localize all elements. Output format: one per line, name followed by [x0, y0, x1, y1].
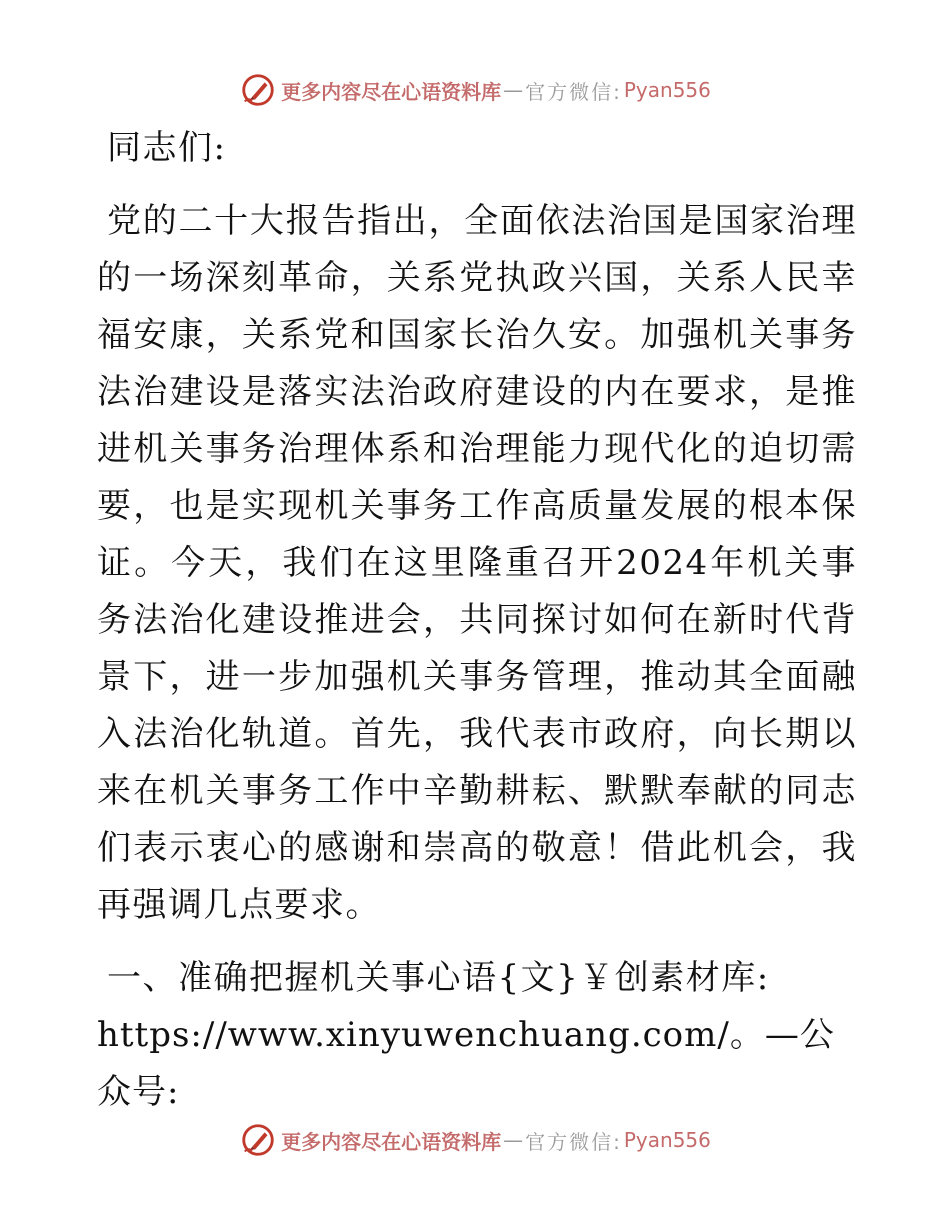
section-heading-1: 一、准确把握机关事心语{文}￥创素材库:	[107, 958, 770, 998]
watermark-official-label: 官方微信:	[525, 79, 622, 104]
watermark-header	[0, 70, 950, 110]
pen-seal-icon	[239, 1121, 277, 1159]
watermark-wechat-id: Pyan556	[623, 78, 711, 102]
watermark-official-label: 官方微信:	[525, 1129, 622, 1154]
watermark-brand-text: 更多内容尽在心语资料库	[281, 79, 502, 104]
watermark-brand-text: 更多内容尽在心语资料库	[281, 1129, 502, 1154]
document-body	[97, 120, 857, 1121]
salutation: 同志们:	[107, 128, 227, 168]
url-line: https://www.xinyuwenchuang.com/。—公众号:	[97, 1015, 835, 1112]
watermark-separator: —	[503, 1128, 524, 1152]
pen-seal-icon	[239, 71, 277, 109]
paragraph-intro: 党的二十大报告指出，全面依法治国是国家治理的一场深刻革命，关系党执政兴国，关系人民幸福安康，关系党和国家长治久安。加强机关事务法治建设是落实法治政府建设的内在要求，是推进机关事务治理体系和治理能力现代化的迫切需要，也是实现机关事务工作高质量发展的根本保证。今天，我们在这里隆重召开2024年机关事务法治化建设推进会，共同探讨如何在新时代背景下，进一步加强机关事务管理，推动其全面融入法治化轨道。首先，我代表市政府，向长期以来在机关事务工作中辛勤耕耘、默默奉献的同志们表示衷心的感谢和崇高的敬意！借此机会，我再强调几点要求。	[97, 201, 857, 925]
watermark-wechat-id: Pyan556	[623, 1128, 711, 1152]
watermark-separator: —	[503, 78, 524, 102]
watermark-footer	[0, 1120, 950, 1160]
